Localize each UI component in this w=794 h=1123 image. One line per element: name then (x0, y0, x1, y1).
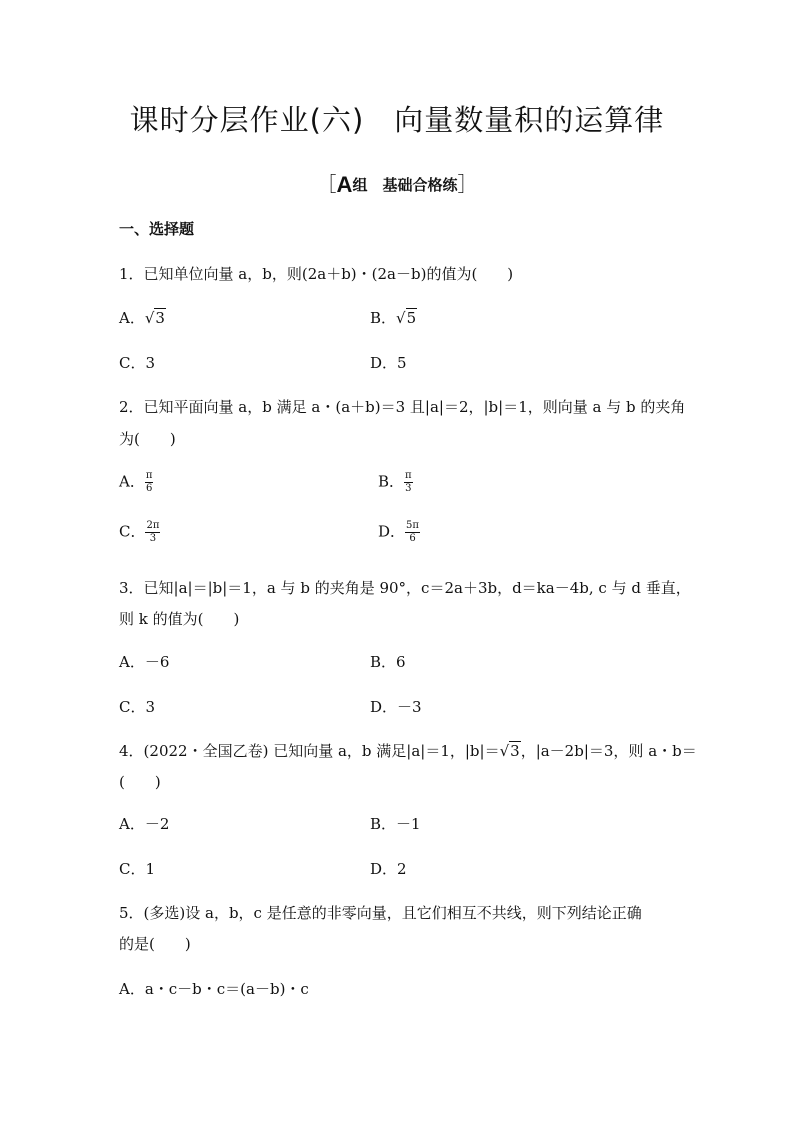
q1-option-d: D．5 (370, 354, 407, 372)
group-heading (0, 168, 794, 198)
q3-option-d: D．－3 (370, 698, 422, 716)
q1-option-b (370, 307, 417, 328)
q4-sqrt-radicand: 3 (510, 742, 520, 760)
q2-option-a-numerator: π (145, 470, 153, 481)
q2-option-c-denominator: 3 (149, 533, 157, 544)
q1-option-a (119, 307, 166, 328)
q2-option-a-denominator: 6 (145, 483, 153, 494)
group-label: 组 基础合格练 (352, 176, 458, 194)
q2-option-d-fraction (405, 520, 420, 545)
q4-sqrt: √3 (499, 742, 520, 760)
question-2-line-1: 2．已知平面向量 a，b 满足 a・(a＋b)＝3 且|a|＝2，|b|＝1，则向量 a 与 b 的夹角 (119, 398, 686, 416)
q1-option-a-radicand: 3 (155, 309, 165, 327)
q2-option-a-fraction (145, 470, 154, 495)
q1-option-c: C．3 (119, 354, 156, 372)
q2-option-c-label: C． (119, 522, 146, 541)
q4-line-1-part-b: ，|a－2b|＝3，则 a・b＝ (520, 742, 697, 760)
question-3-line-2: 则 k 的值为( ) (119, 610, 240, 628)
question-5-line-1: 5．(多选)设 a，b，c 是任意的非零向量，且它们相互不共线，则下列结论正确 (119, 904, 642, 922)
q2-option-b-fraction (404, 470, 413, 495)
question-3-line-1: 3．已知|a|＝|b|＝1，a 与 b 的夹角是 90°，c＝2a＋3b，d＝ka－4b, c 与 d 垂直， (119, 579, 691, 597)
q4-option-a: A．－2 (119, 815, 170, 833)
question-5-line-2: 的是( ) (119, 935, 191, 953)
q2-option-c-numerator: 2π (146, 520, 160, 531)
section-heading: 一、选择题 (119, 220, 195, 238)
q3-option-b: B．6 (370, 653, 406, 671)
q2-option-d (378, 520, 420, 545)
q2-option-a-label: A． (119, 472, 145, 491)
q4-option-d: D．2 (370, 860, 407, 878)
q4-option-c: C．1 (119, 860, 156, 878)
q2-option-d-numerator: 5π (406, 520, 419, 531)
question-1-text: 1．已知单位向量 a，b，则(2a＋b)・(2a－b)的值为( ) (119, 265, 514, 283)
group-left-bracket: ［ (316, 172, 337, 196)
q2-option-c-fraction (145, 520, 160, 545)
q2-option-d-label: D． (378, 522, 406, 541)
question-4-line-1 (119, 740, 697, 761)
q4-option-b: B．－1 (370, 815, 421, 833)
q1-option-a-sqrt: √3 (144, 309, 165, 327)
question-2-line-2: 为( ) (119, 430, 176, 448)
page-title: 课时分层作业(六) 向量数量积的运算律 (129, 103, 665, 137)
q3-option-a: A．－6 (119, 653, 170, 671)
q1-option-b-radicand: 5 (406, 309, 417, 327)
q1-option-b-sqrt: √5 (396, 309, 417, 327)
q2-option-b (378, 470, 413, 495)
q2-option-d-denominator: 6 (409, 533, 416, 544)
q2-option-b-label: B． (378, 472, 405, 491)
group-right-bracket: ］ (457, 172, 478, 196)
q4-line-1-part-a: 4．(2022・全国乙卷) 已知向量 a，b 满足|a|＝1，|b|＝ (119, 742, 500, 760)
question-4-line-2: ( ) (119, 773, 161, 791)
q3-option-c: C．3 (119, 698, 156, 716)
q5-option-a: A．a・c－b・c＝(a－b)・c (119, 980, 309, 998)
group-badge: A (336, 172, 353, 197)
q2-option-c (119, 520, 160, 545)
q1-option-b-label: B． (370, 309, 397, 327)
q2-option-b-numerator: π (405, 470, 412, 481)
q2-option-b-denominator: 3 (405, 483, 412, 494)
q1-option-a-label: A． (119, 309, 145, 327)
q2-option-a (119, 470, 153, 495)
